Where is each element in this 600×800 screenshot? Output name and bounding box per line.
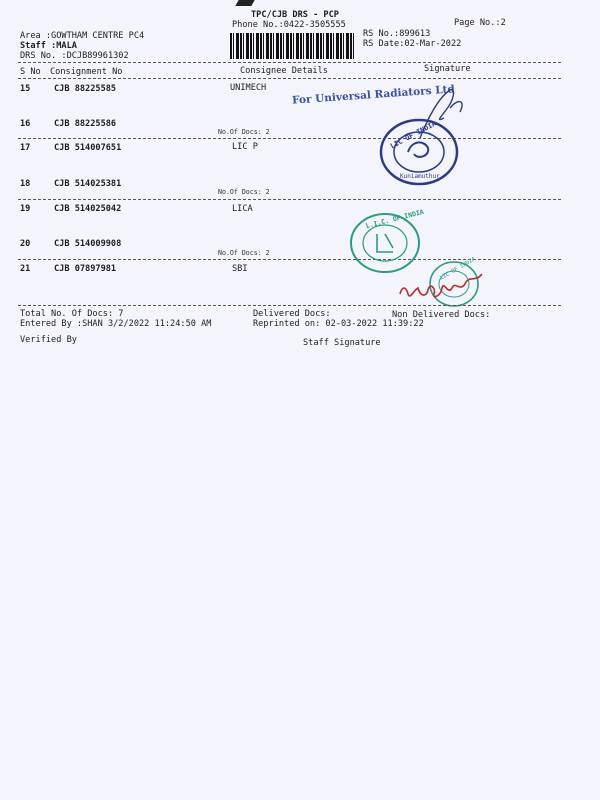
area-label: Area :GOWTHAM CENTRE PC4	[20, 31, 145, 41]
entered-by: Entered By :SHAN 3/2/2022 11:24:50 AM	[20, 319, 212, 329]
row-consignee: UNIMECH	[230, 83, 267, 93]
row-consignment: CJB 514007651	[54, 143, 122, 153]
staff-signature: Staff Signature	[303, 338, 381, 348]
lic-stamp-1-text: LIC OF INDIA	[389, 119, 438, 151]
total-docs: Total No. Of Docs: 7	[20, 309, 124, 319]
footer-divider	[18, 305, 561, 306]
row-sno: 16	[20, 119, 31, 129]
row-consignment: CJB 07897981	[54, 264, 117, 274]
header-divider	[18, 62, 561, 63]
rs-number: RS No.:899613	[363, 29, 431, 39]
verified-by: Verified By	[20, 335, 77, 345]
phone-number: Phone No.:0422-3505555	[232, 20, 346, 30]
row-doc-count: No.Of Docs: 2	[218, 249, 270, 257]
company-stamp-text: For Universal Radiators Ltd	[291, 83, 456, 107]
rs-date: RS Date:02-Mar-2022	[363, 39, 462, 49]
col-consignment: Consignment No	[50, 67, 123, 77]
row-consignment: CJB 514009908	[54, 239, 122, 249]
row-consignment: CJB 514025381	[54, 179, 122, 189]
page-number: Page No.:2	[454, 18, 506, 28]
row-sno: 15	[20, 84, 31, 94]
row-consignment: CJB 88225585	[54, 84, 117, 94]
col-signature: Signature	[424, 64, 471, 74]
signature-scribble-2	[396, 268, 486, 304]
row-doc-count: No.Of Docs: 2	[218, 128, 270, 136]
row-sno: 21	[20, 264, 31, 274]
row-consignment: CJB 88225586	[54, 119, 117, 129]
barcode	[230, 33, 356, 59]
delivered-docs: Delivered Docs:	[253, 309, 331, 319]
document-title: TPC/CJB DRS - PCP	[251, 10, 339, 20]
row-consignment: CJB 514025042	[54, 204, 122, 214]
lic-stamp-3-text: LIC OF INDIA	[439, 256, 477, 282]
lic-stamp-2-text: L.I.C. OF INDIA	[364, 207, 425, 231]
lic-stamp-1-inner: Kuniamuthur	[400, 173, 440, 180]
row-doc-count: No.Of Docs: 2	[218, 188, 270, 196]
drs-number: DRS No. :DCJB89961302	[20, 51, 129, 61]
row-consignee: SBI	[232, 264, 248, 274]
row-divider	[18, 199, 561, 200]
non-delivered-docs: Non Delivered Docs:	[392, 310, 491, 320]
col-sno: S No	[20, 67, 41, 77]
staff-label: Staff :MALA	[20, 41, 77, 51]
row-consignee: LIC P	[232, 142, 258, 152]
reprinted-on: Reprinted on: 02-03-2022 11:39:22	[253, 319, 424, 329]
row-sno: 19	[20, 204, 31, 214]
col-consignee: Consignee Details	[240, 66, 328, 76]
row-sno: 17	[20, 143, 31, 153]
row-consignee: LICA	[232, 204, 253, 214]
corner-mark	[235, 0, 254, 6]
row-divider	[18, 138, 561, 139]
row-sno: 20	[20, 239, 31, 249]
row-sno: 18	[20, 179, 31, 189]
columns-divider	[18, 78, 561, 79]
